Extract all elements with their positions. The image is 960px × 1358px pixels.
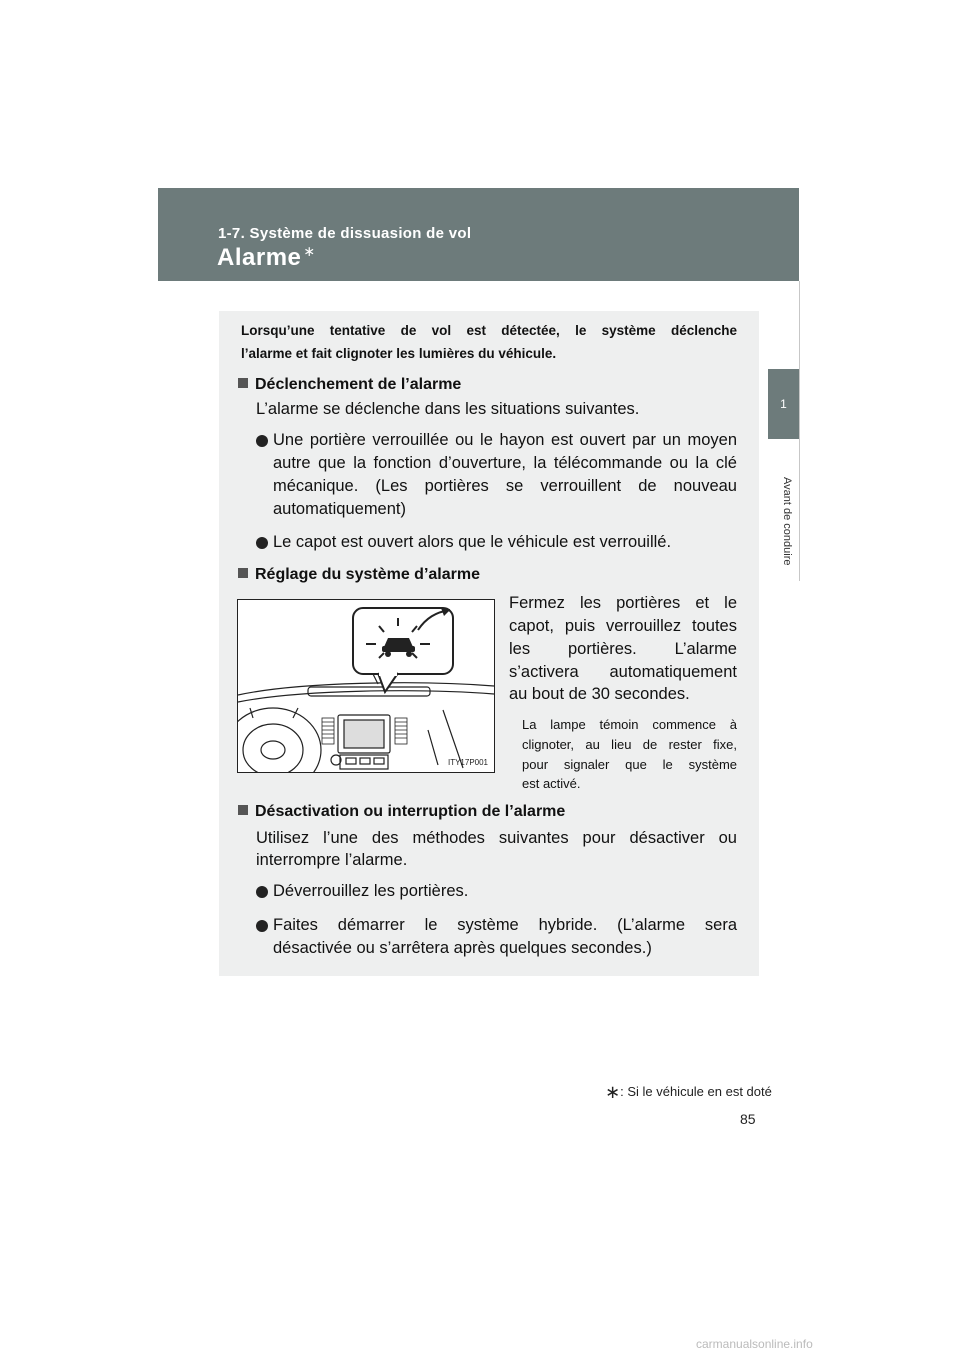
heading-trigger: Déclenchement de l’alarme [238,373,461,396]
page-number: 85 [740,1111,756,1127]
setting-note-l4: est activé. [522,776,581,791]
dashboard-alarm-icon [238,600,494,772]
deactivation-b2-l2: désactivée ou s’arrêtera après quelques secondes.) [273,939,652,957]
setting-text-l5: au bout de 30 secondes. [509,685,690,703]
trigger-b2: Le capot est ouvert alors que le véhicule est verrouillé. [273,533,672,551]
section-title: 1-7. Système de dissuasion de vol [218,225,472,242]
square-bullet-icon [238,568,248,578]
setting-note-l1: La lampe témoin commence à [522,717,737,732]
bullet-icon [256,537,268,549]
setting-note-l3: pour signaler que le système [522,757,737,772]
setting-text-l1: Fermez les portières et le [509,594,737,612]
heading-deactivation: Désactivation ou interruption de l’alarme [238,800,565,823]
setting-text-l4: s’activera automatiquement [509,663,737,681]
trigger-b1-l4: automatiquement) [273,500,406,518]
trigger-b1-l1: Une portière verrouillée ou le hayon est ouvert par un moyen [273,431,737,449]
side-divider [799,281,800,581]
chapter-tab: 1 [768,369,799,439]
bullet-icon [256,435,268,447]
trigger-b1-l2: autre que la fonction d’ouverture, la télécommande ou la clé [273,454,737,472]
intro-line-2: l’alarme et fait clignoter les lumières du véhicule. [241,346,557,361]
deactivation-b1: Déverrouillez les portières. [273,882,469,900]
chapter-label: Avant de conduire [781,477,793,566]
page-title: Alarme ∗ [217,243,316,271]
square-bullet-icon [238,378,248,388]
bullet-icon [256,920,268,932]
footnote: ∗: Si le véhicule en est doté [605,1082,772,1102]
setting-note-l2: clignoter, au lieu de rester fixe, [522,737,737,752]
optional-mark: ∗ [303,243,316,259]
deactivation-lead-l1: Utilisez l’une des méthodes suivantes pour désactiver ou [256,829,737,847]
heading-setting: Réglage du système d’alarme [238,563,480,586]
trigger-b1-l3: mécanique. (Les portières se verrouillent de nouveau [273,477,737,495]
trigger-lead: L’alarme se déclenche dans les situations suivantes. [256,400,640,418]
deactivation-b2-l1: Faites démarrer le système hybride. (L’alarme sera [273,916,737,934]
watermark: carmanualsonline.info [696,1337,813,1351]
setting-text-l3: les portières. L’alarme [509,640,737,658]
figure-code: ITY17P001 [447,758,488,767]
chapter-header [158,188,799,281]
content-panel [219,311,759,976]
square-bullet-icon [238,805,248,815]
bullet-icon [256,886,268,898]
intro-line-1: Lorsqu’une tentative de vol est détectée, le système déclenche [241,323,737,338]
deactivation-lead-l2: interrompre l’alarme. [256,851,408,869]
dashboard-illustration [237,599,495,773]
footnote-mark: ∗ [605,1082,621,1102]
setting-text-l2: capot, puis verrouillez toutes [509,617,737,635]
